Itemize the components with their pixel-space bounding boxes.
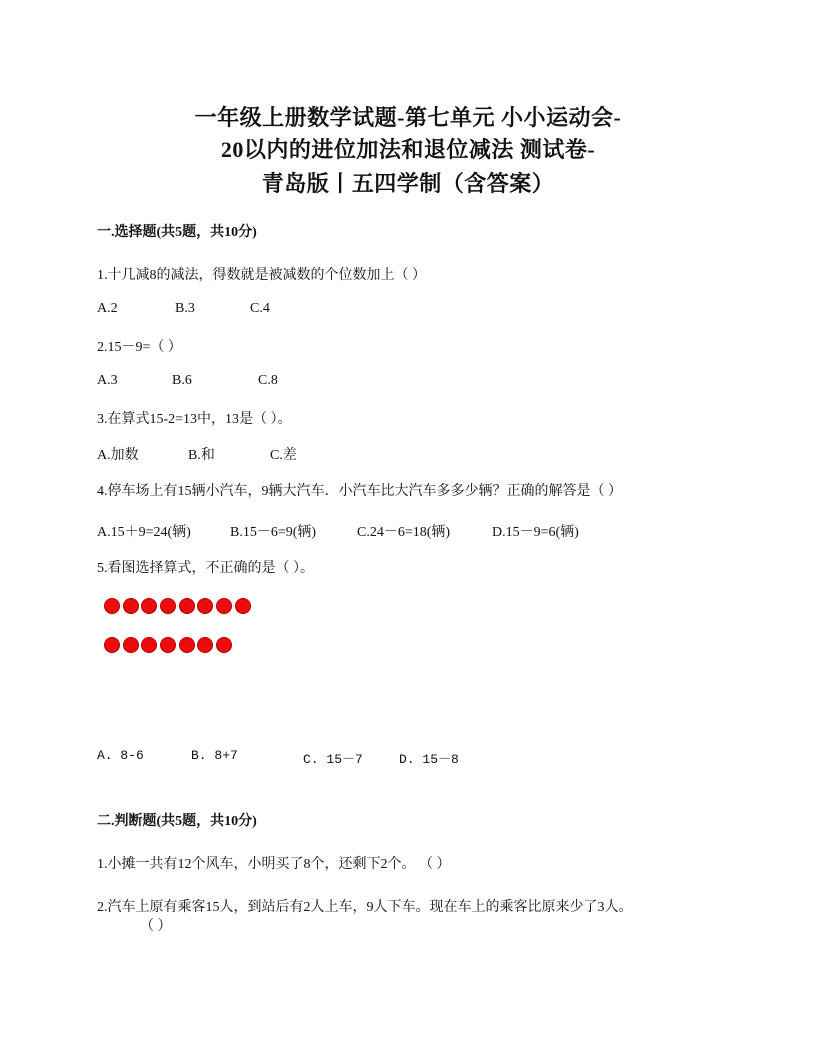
section-1-heading: 一.选择题(共5题，共10分): [97, 225, 257, 240]
title-line-1: 一年级上册数学试题-第七单元 小小运动会-: [194, 105, 622, 130]
red-dot: [104, 637, 120, 653]
question-3: 3.在算式15-2=13中，13是（ ）。: [97, 412, 292, 427]
red-dot: [123, 598, 139, 614]
question-4-option-d: D.15－9=6(辆): [492, 525, 579, 540]
red-dot: [141, 598, 157, 614]
question-3-option-b: B.和: [188, 448, 215, 463]
question-1-option-a: A.2: [97, 301, 118, 316]
dot-row-2: [104, 637, 232, 653]
title-line-3: 青岛版丨五四学制（含答案）: [261, 171, 555, 196]
section-2-heading: 二.判断题(共5题，共10分): [97, 814, 257, 829]
red-dot: [216, 598, 232, 614]
question-2-option-c: C.8: [258, 373, 278, 388]
question-5-option-c: C. 15－7: [303, 752, 363, 767]
red-dot: [179, 637, 195, 653]
red-dot: [104, 598, 120, 614]
red-dot: [160, 637, 176, 653]
question-5-option-d: D. 15－8: [399, 752, 459, 767]
question-1-option-b: B.3: [175, 301, 195, 316]
question-3-option-c: C.差: [270, 448, 297, 463]
question-1-option-c: C.4: [250, 301, 270, 316]
question-4-option-b: B.15－6=9(辆): [230, 525, 317, 540]
red-dot: [197, 637, 213, 653]
question-5-option-b: B. 8+7: [191, 748, 238, 763]
question-4-option-c: C.24－6=18(辆): [357, 525, 451, 540]
question-3-option-a: A.加数: [97, 448, 139, 463]
judge-question-2-answer-blank: （ ）: [140, 919, 172, 934]
red-dot: [235, 598, 251, 614]
red-dot: [141, 637, 157, 653]
question-5: 5.看图选择算式，不正确的是（ ）。: [97, 561, 314, 576]
red-dot: [179, 598, 195, 614]
judge-question-2: 2.汽车上原有乘客15人，到站后有2人上车，9人下车。现在车上的乘客比原来少了3人。: [97, 900, 633, 915]
question-2-option-b: B.6: [172, 373, 192, 388]
question-5-option-a: A. 8-6: [97, 748, 144, 763]
judge-question-1: 1.小摊一共有12个风车，小明买了8个，还剩下2个。 （ ）: [97, 857, 451, 872]
question-4: 4.停车场上有15辆小汽车，9辆大汽车．小汽车比大汽车多多少辆？正确的解答是（ ）: [97, 484, 622, 499]
question-4-option-a: A.15＋9=24(辆): [97, 525, 191, 540]
question-2: 2.15－9=（ ）: [97, 340, 182, 355]
question-2-option-a: A.3: [97, 373, 118, 388]
red-dot: [197, 598, 213, 614]
red-dot: [123, 637, 139, 653]
dot-row-1: [104, 598, 251, 614]
red-dot: [216, 637, 232, 653]
title-line-2: 20以内的进位加法和退位减法 测试卷-: [220, 137, 596, 162]
question-1: 1.十几减8的减法，得数就是被减数的个位数加上（ ）: [97, 268, 426, 283]
red-dot: [160, 598, 176, 614]
